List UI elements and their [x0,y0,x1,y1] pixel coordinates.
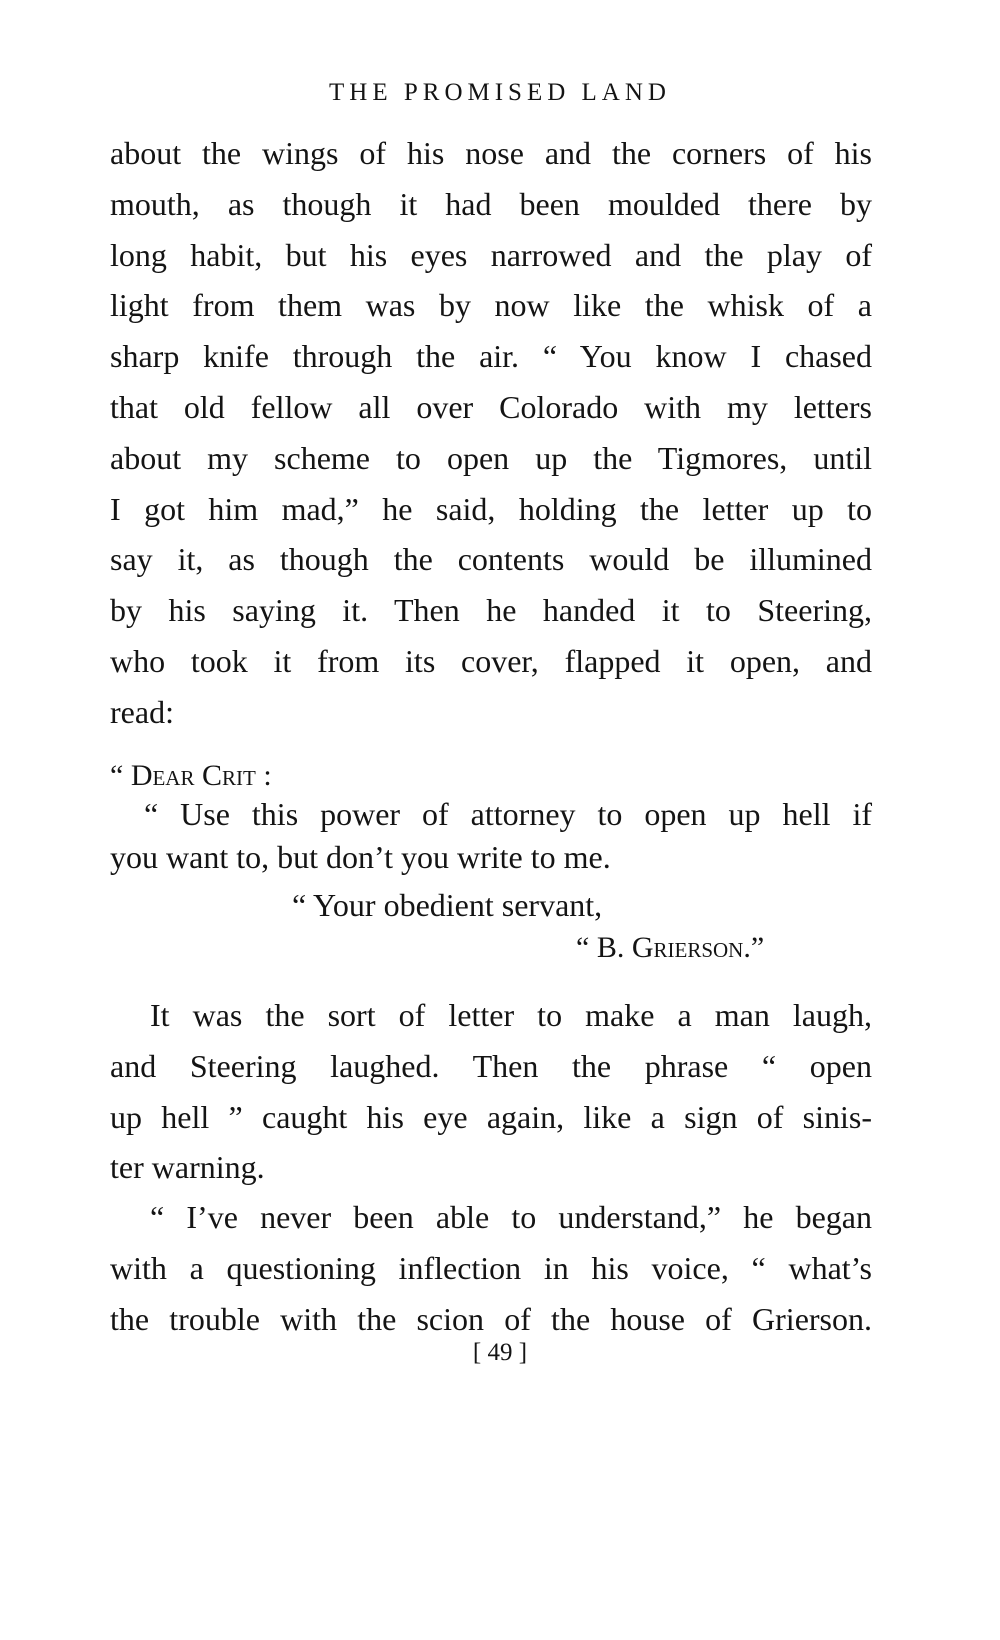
page-number: [ 49 ] [472,1339,528,1366]
paragraph [110,1192,872,1344]
letter-line: you want to, but don’t you write to me. [110,839,611,875]
paragraph-continuation [110,128,872,738]
text-line: up hell ” caught his eye again, like a sign of sinis- [110,1098,872,1135]
text-line: and Steering laughed. Then the phrase “ open [110,1047,872,1084]
text-line: sharp knife through the air. “ You know I chased [110,338,872,375]
text-line: say it, as though the contents would be illumined [110,541,872,578]
text-line: It was the sort of letter to make a man laugh, [150,997,872,1033]
paragraph [110,990,872,1193]
text-line: with a questioning inflection in his voice, “ what’s [110,1249,872,1286]
text-line: read: [110,693,174,730]
letter-line: “ Use this power of attorney to open up hell if [144,796,872,832]
text-line: about the wings of his nose and the corners of his [110,135,872,171]
text-line: ter warning. [110,1149,265,1186]
text-line: mouth, as though it had been moulded there by [110,185,872,222]
text-line: about my scheme to open up the Tigmores, until [110,439,872,476]
text-line: by his saying it. Then he handed it to Steering, [110,592,872,629]
letter-signature: “ B. Grierson.” [576,931,765,964]
letter-body [110,793,872,879]
text-line: that old fellow all over Colorado with my letters [110,388,872,425]
text-line: I got him mad,” he said, holding the letter up to [110,490,872,527]
text-line: “ I’ve never been able to understand,” he began [150,1199,872,1235]
text-line: light from them was by now like the whisk of a [110,287,872,324]
text-line: long habit, but his eyes narrowed and the play of [110,236,872,273]
running-head: THE PROMISED LAND [329,79,671,106]
letter-salutation: “ Dear Crit : [110,759,272,792]
text-line: the trouble with the scion of the house of Grierson. [110,1300,872,1337]
text-line: who took it from its cover, flapped it open, and [110,642,872,679]
letter-closing: “ Your obedient servant, [292,887,603,923]
